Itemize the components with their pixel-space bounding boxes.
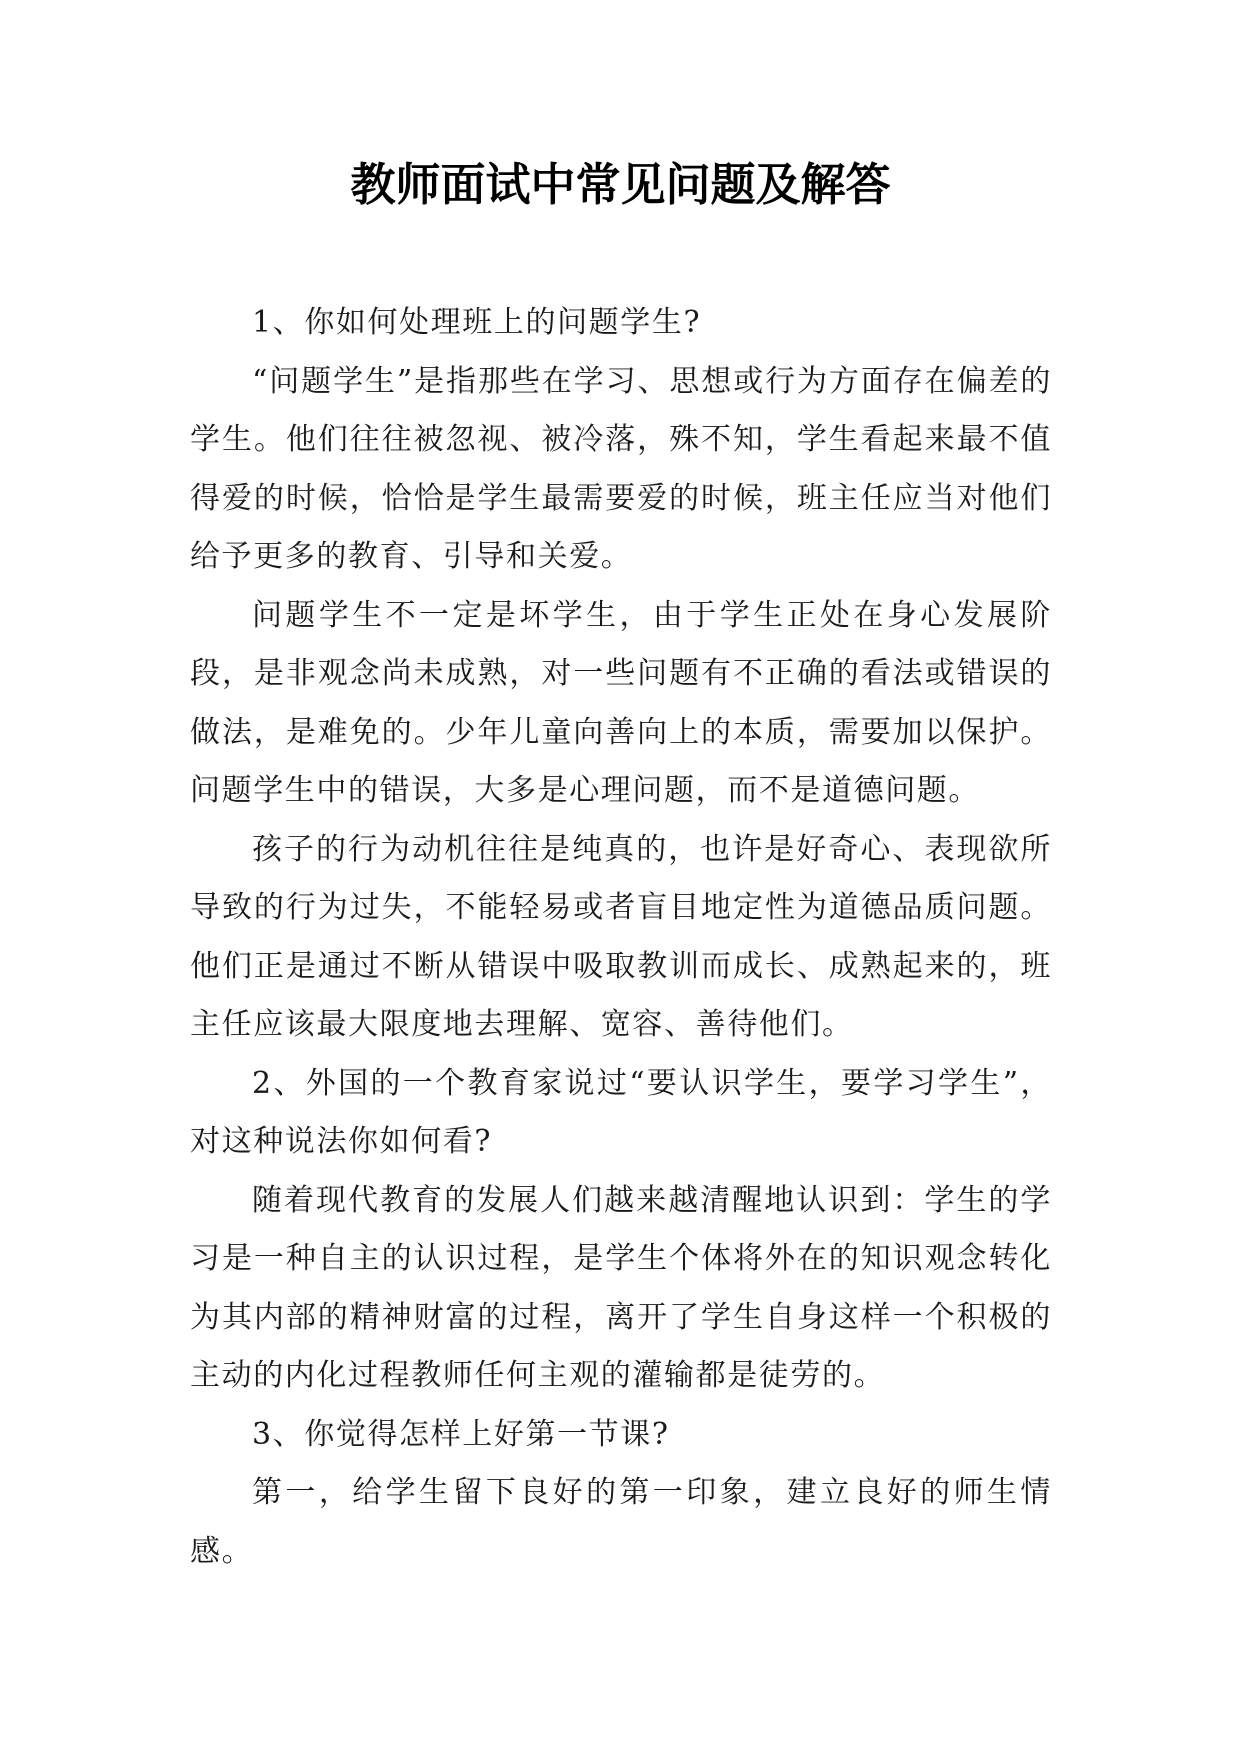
document-body xyxy=(190,294,1052,1581)
answer-2-paragraph-1: 随着现代教育的发展人们越来越清醒地认识到：学生的学习是一种自主的认识过程，是学生个体将外在的知识观念转化为其内部的精神财富的过程，离开了学生自身这样一个积极的主动的内化过程教师任何主观的灌输都是徒劳的。 xyxy=(190,1182,1052,1393)
answer-1-paragraph-3: 孩子的行为动机往往是纯真的，也许是好奇心、表现欲所导致的行为过失，不能轻易或者盲目地定性为道德品质问题。他们正是通过不断从错误中吸取教训而成长、成熟起来的，班主任应该最大限度地去理解、宽容、善待他们。 xyxy=(190,831,1052,1042)
answer-3-paragraph-1: 第一，给学生留下良好的第一印象，建立良好的师生情感。 xyxy=(190,1475,1052,1569)
answer-1-paragraph-1: “问题学生”是指那些在学习、思想或行为方面存在偏差的学生。他们往往被忽视、被冷落，殊不知，学生看起来最不值得爱的时候，恰恰是学生最需要爱的时候，班主任应当对他们给予更多的教育、引导和关爱。 xyxy=(190,363,1052,574)
answer-1-paragraph-2: 问题学生不一定是坏学生，由于学生正处在身心发展阶段，是非观念尚未成熟，对一些问题有不正确的看法或错误的做法，是难免的。少年儿童向善向上的本质，需要加以保护。问题学生中的错误，大多是心理问题，而不是道德问题。 xyxy=(190,597,1052,808)
question-1: 1、你如何处理班上的问题学生? xyxy=(252,305,702,340)
question-2: 2、外国的一个教育家说过“要认识学生，要学习学生”，对这种说法你如何看? xyxy=(190,1065,1052,1159)
document-title: 教师面试中常见问题及解答 xyxy=(350,158,891,211)
question-3: 3、你觉得怎样上好第一节课? xyxy=(252,1416,670,1452)
